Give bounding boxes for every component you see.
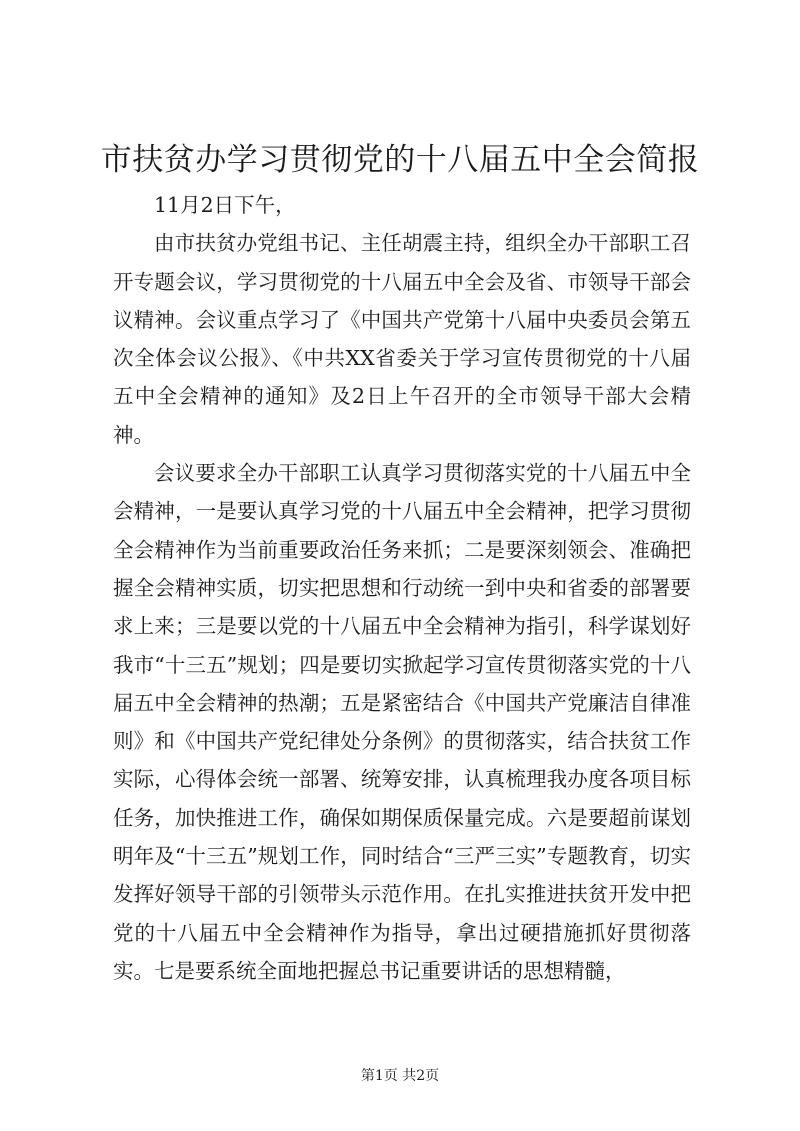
page-footer: 第1页 共2页 <box>360 1068 440 1084</box>
paragraph-requirements: 会议要求全办干部职工认真学习贯彻落实党的十八届五中全会精神，一是要认真学习党的十八届五中全会精神，把学习贯彻全会精神作为当前重要政治任务来抓；二是要深刻领会、准确把握全会精神实质，切实把思想和行动统一到中央和省委的部署要求上来；三是要以党的十八届五中全会精神为指引，科学谋划好我市“十三五”规划；四是要切实掀起学习宣传贯彻落实党的十八届五中全会精神的热潮；五是紧密结合《中国共产党廉洁自律准则》和《中国共产党纪律处分条例》的贯彻落实，结合扶贫工作实际，心得体会统一部署、统筹安排，认真梳理我办度各项目标任务，加快推进工作，确保如期保质保量完成。六是要超前谋划明年及“十三五”规划工作，同时结合“三严三实”专题教育，切实发挥好领导干部的引领带头示范作用。在扎实推进扶贫开发中把党的十八届五中全会精神作为指导，拿出过硬措施抓好贯彻落实。七是要系统全面地把握总书记重要讲话的思想精髓， <box>113 461 691 983</box>
date-line: 11月2日下午， <box>154 193 296 217</box>
paragraph-meeting: 由市扶贫办党组书记、主任胡震主持，组织全办干部职工召开专题会议，学习贯彻党的十八届五中全会及省、市领导干部会议精神。会议重点学习了《中国共产党第十八届中央委员会第五次全体会议公报》、《中共XX省委关于学习宣传贯彻党的十八届五中全会精神的通知》及2日上午召开的全市领导干部大会精神。 <box>113 231 691 447</box>
document-title: 市扶贫办学习贯彻党的十八届五中全会简报 <box>100 142 700 178</box>
document-body <box>113 186 691 990</box>
